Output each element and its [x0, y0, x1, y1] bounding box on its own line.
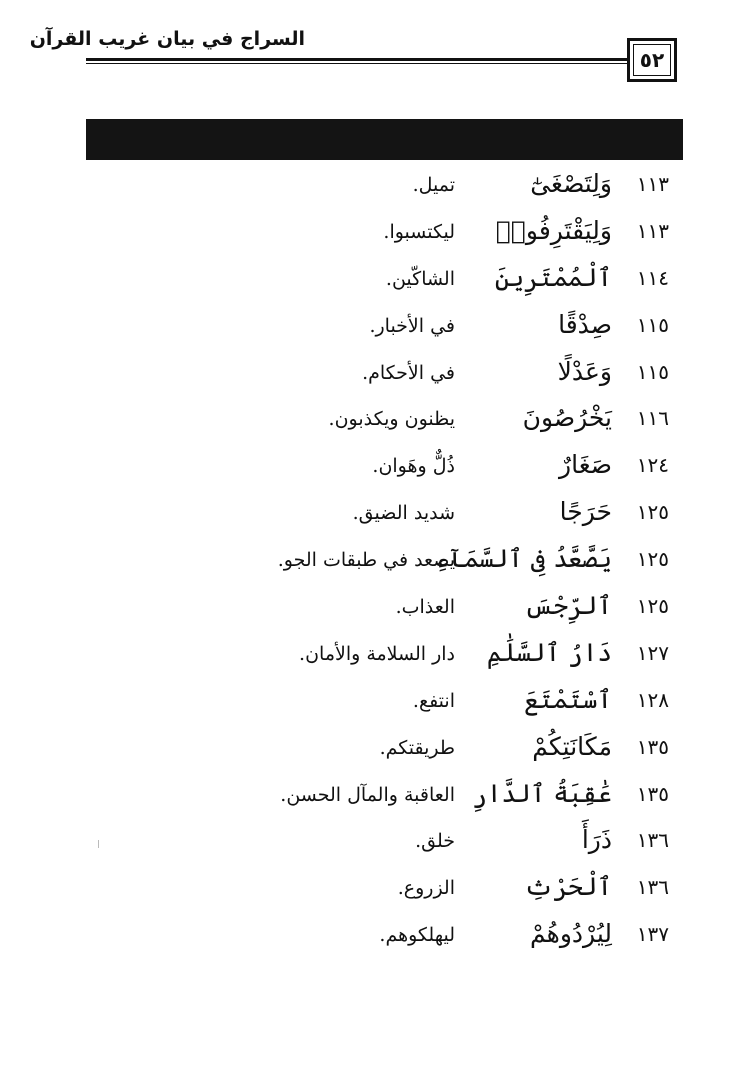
quran-word: ٱلرِّجْسَ [524, 591, 612, 621]
word-meaning: العذاب. [395, 596, 455, 619]
page-number: ٥٢ [639, 48, 665, 72]
word-meaning: الزروع. [397, 877, 455, 900]
quran-word: يَخْرُصُونَ [522, 403, 612, 433]
verse-number: ١٢٥ [636, 547, 669, 572]
verse-number: ١٢٥ [636, 500, 669, 525]
glossary-entry [0, 398, 755, 445]
word-meaning: الشاكّين. [385, 267, 455, 290]
verse-number: ١١٤ [636, 265, 669, 290]
word-meaning: في الأخبار. [369, 314, 455, 337]
verse-number: ١١٥ [636, 359, 669, 384]
word-meaning: في الأحكام. [362, 361, 455, 384]
word-meaning: ذُلٌّ وهَوان. [372, 455, 455, 478]
verse-number: ١٣٦ [636, 828, 669, 853]
header-rule-thin [86, 63, 630, 64]
word-meaning: دار السلامة والأمان. [299, 642, 455, 665]
word-meaning: انتفع. [412, 689, 455, 712]
verse-number: ١٣٥ [636, 734, 669, 759]
word-meaning: شديد الضيق. [352, 502, 455, 525]
glossary-entry [0, 867, 755, 914]
glossary-entry [0, 445, 755, 492]
quran-word: يَصَّعَّدُ فِى ٱلسَّمَآءِ [434, 544, 612, 574]
glossary-entry [0, 539, 755, 586]
page-number-box [627, 38, 677, 82]
glossary-entry [0, 727, 755, 774]
glossary-entry [0, 164, 755, 211]
word-meaning: العاقبة والمآل الحسن. [280, 783, 455, 806]
verse-number: ١٢٥ [636, 594, 669, 619]
glossary-entry [0, 586, 755, 633]
verse-number: ١١٣ [636, 218, 669, 243]
verse-number: ١٣٧ [636, 922, 669, 947]
quran-word: صِدْقًا [558, 309, 612, 339]
glossary-entry [0, 258, 755, 305]
glossary-entry [0, 211, 755, 258]
glossary-list [0, 164, 755, 961]
quran-word: ٱسْتَمْتَعَ [524, 684, 612, 714]
glossary-entry [0, 820, 755, 867]
glossary-entry [0, 352, 755, 399]
section-heading-bar [86, 119, 683, 160]
word-meaning: طريقتكم. [379, 736, 455, 759]
quran-word: ٱلْحَرْثِ [524, 872, 612, 902]
quran-word: وَلِتَصْغَىٰٓ [530, 169, 612, 198]
verse-number: ١٢٨ [636, 687, 669, 712]
verse-number: ١١٥ [636, 312, 669, 337]
book-title: السراج في بيان غريب القرآن [29, 28, 305, 50]
quran-word: مَكَانَتِكُمْ [532, 731, 612, 761]
glossary-entry [0, 774, 755, 821]
quran-word: وَعَدْلًا [557, 356, 612, 386]
quran-word: ذَرَأَ [581, 825, 612, 855]
verse-number: ١٣٥ [636, 781, 669, 806]
word-meaning: يظنون ويكذبون. [328, 408, 455, 431]
verse-number: ١١٦ [636, 406, 669, 431]
glossary-entry [0, 914, 755, 961]
glossary-entry [0, 492, 755, 539]
quran-word: ٱلْمُمْتَرِينَ [494, 262, 612, 292]
quran-word: لِيُرْدُوهُمْ [530, 919, 612, 949]
scan-mark [98, 840, 99, 848]
quran-word: حَرَجًا [559, 497, 612, 527]
quran-word: عَٰقِبَةُ ٱلدَّارِ [472, 778, 612, 808]
glossary-entry [0, 305, 755, 352]
verse-number: ١٢٤ [636, 453, 669, 478]
glossary-entry [0, 680, 755, 727]
word-meaning: خلق. [415, 830, 455, 853]
verse-number: ١٢٧ [636, 640, 669, 665]
word-meaning: ليهلكوهم. [379, 924, 455, 947]
verse-number: ١٣٦ [636, 875, 669, 900]
header-rule-thick [86, 58, 630, 61]
glossary-entry [0, 633, 755, 680]
word-meaning: تميل. [412, 174, 455, 196]
quran-word: وَلِيَقْتَرِفُوا۟ [495, 215, 612, 245]
word-meaning: يصعد في طبقات الجو. [277, 549, 455, 572]
quran-word: دَارُ ٱلسَّلَٰمِ [486, 637, 612, 667]
quran-word: صَغَارٌ [559, 450, 612, 480]
word-meaning: ليكتسبوا. [383, 220, 455, 243]
verse-number: ١١٣ [636, 172, 669, 196]
